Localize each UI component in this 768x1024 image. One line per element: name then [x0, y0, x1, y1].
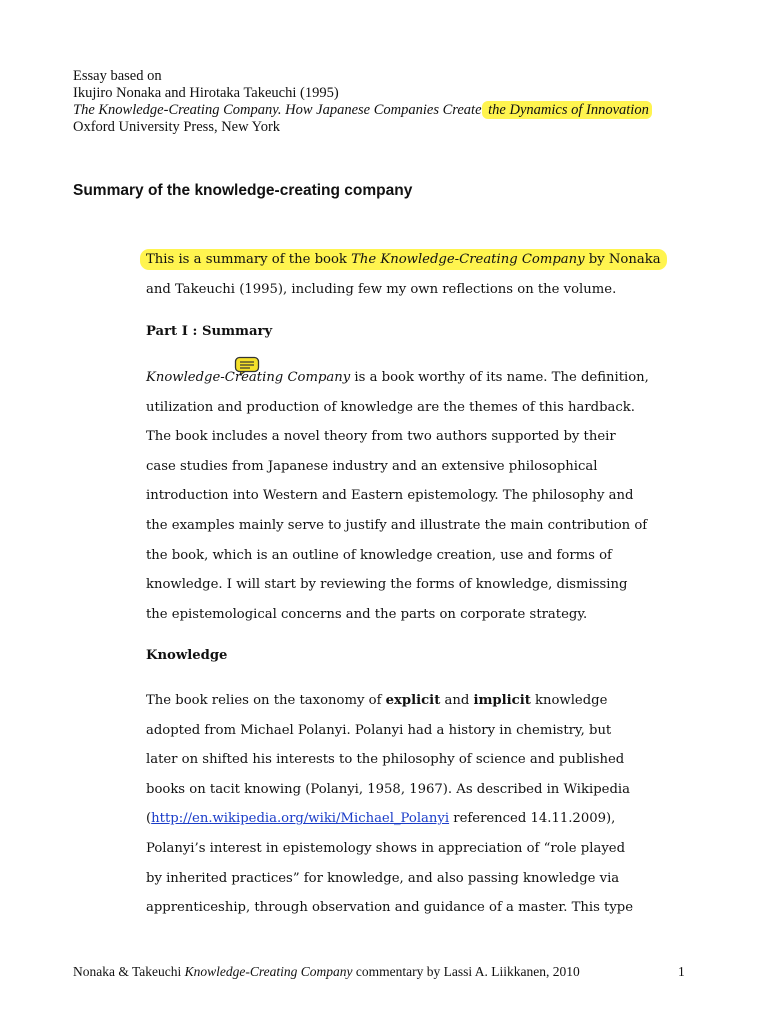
wikipedia-link[interactable]: http://en.wikipedia.org/wiki/Michael_Polanyi: [151, 811, 450, 827]
page-footer: Nonaka & Takeuchi Knowledge-Creating Company commentary by Lassi A. Liikkanen, 2010: [73, 964, 580, 979]
part-heading: Part I : Summary: [146, 324, 273, 339]
highlighted-text[interactable]: the Dynamics of Innovation: [482, 101, 652, 119]
book-title: The Knowledge-Creating Company. How Japanese Companies Create: [73, 102, 482, 118]
knowledge-heading: Knowledge: [146, 648, 228, 663]
citation-line-4: Oxford University Press, New York: [73, 119, 281, 135]
page-number: 1: [678, 964, 685, 979]
citation-line-2: Ikujiro Nonaka and Hirotaka Takeuchi (1995): [73, 85, 339, 101]
section-title: Summary of the knowledge-creating company: [73, 182, 413, 199]
citation-line-1: Essay based on: [73, 68, 162, 84]
citation-header: [73, 68, 713, 136]
summary-paragraph: Knowledge-Creating Company is a book worthy of its name. The definition, utilization and production of knowledge are the themes of this hardback. The book includes a novel theory from two authors supported by their case studies from Japanese industry and an extensive philosophical introduction into Western and Eastern epistemology. The philosophy and the examples mainly serve to justify and illustrate the main contribution of the book, which is an outline of knowledge creation, use and forms of knowledge. I will start by reviewing the forms of knowledge, dismissing the epistemological concerns and the parts on corporate strategy.: [146, 370, 649, 622]
citation-line-3: [73, 102, 713, 119]
intro-paragraph: This is a summary of the book The Knowledge-Creating Company by Nonaka and Takeuchi (1995), including few my own reflections on the volume.: [146, 245, 686, 304]
knowledge-paragraph: The book relies on the taxonomy of explicit and implicit knowledge adopted from Michael Polanyi. Polanyi had a history in chemistry, but later on shifted his interests to the philosophy of science and published books on tacit knowing (Polanyi, 1958, 1967). As described in Wikipedia (http://en.wikipedia.org/wiki/Michael_Polanyi referenced 14.11.2009), Polanyi’s interest in epistemology shows in appreciation of “role played by inherited practices” for knowledge, and also passing knowledge via apprenticeship, through observation and guidance of a master. This type: [146, 693, 634, 916]
highlighted-text[interactable]: This is a summary of the book The Knowledge-Creating Company by Nonaka: [140, 249, 667, 270]
